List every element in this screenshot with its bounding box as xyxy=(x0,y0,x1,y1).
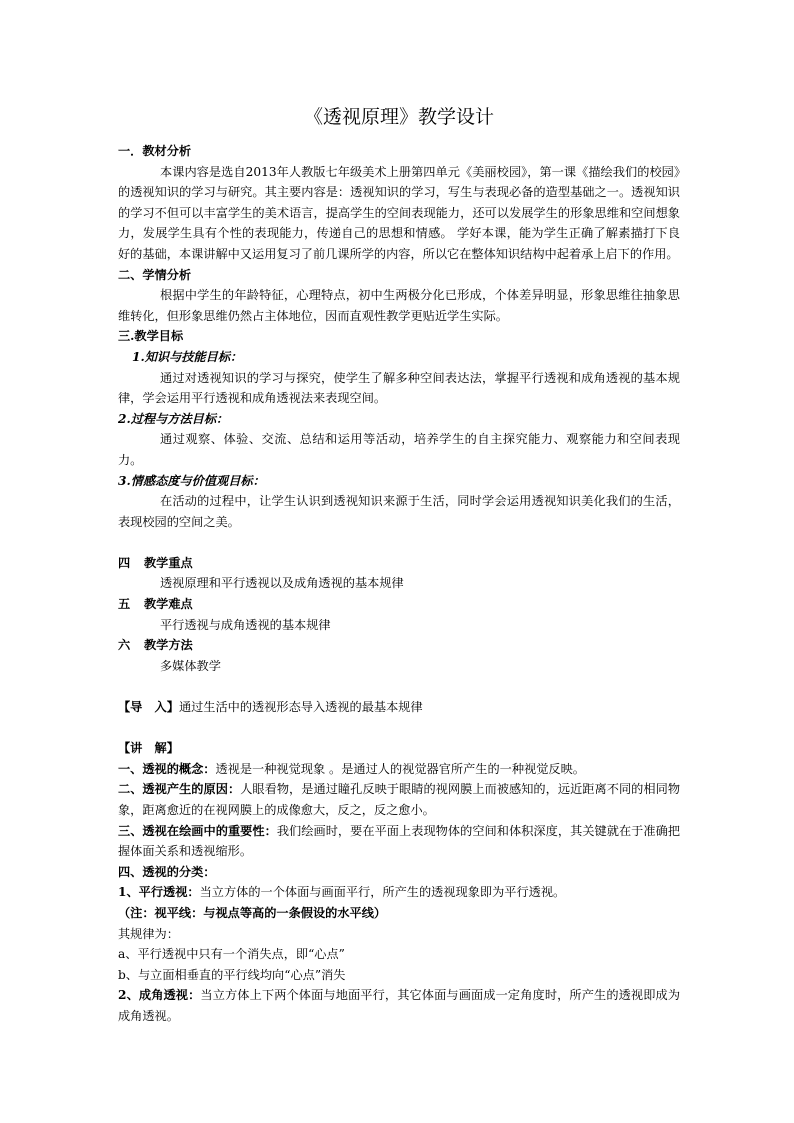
lecture-item-angular xyxy=(118,985,680,1026)
lecture-text: 当立方体的一个体面与画面平行，所产生的透视现象即为平行透视。 xyxy=(199,885,566,900)
section-heading-student-analysis: 二、学情分析 xyxy=(118,267,192,282)
intro-line xyxy=(118,697,680,718)
lecture-item-classification: 四、透视的分类： xyxy=(118,864,216,879)
section-number: 五 xyxy=(118,597,131,612)
lecture-text: 透视是一种视觉现象 。是通过人的视觉器官所产生的一种视觉反映。 xyxy=(215,761,585,776)
document-title: 《透视原理》教学设计 xyxy=(303,106,494,128)
lecture-item-importance xyxy=(118,821,680,862)
lecture-lead: 三、透视在绘画中的重要性： xyxy=(118,823,277,838)
section-number: 六 xyxy=(118,638,131,653)
lecture-rules-label: 其规律为： xyxy=(118,926,179,941)
section-heading-text: 教学难点 xyxy=(144,597,193,612)
lecture-item-concept xyxy=(118,759,680,780)
section-heading-methods xyxy=(118,635,680,656)
lecture-text: 人眼看物，是通过瞳孔反映于眼睛的视网膜上而被感知的，远近距离不同的相同物象，距离愈近的在视网膜上的成像愈大，反之，反之愈小。 xyxy=(118,782,681,817)
lecture-lead: 1、平行透视： xyxy=(118,885,200,900)
section-heading-key-points xyxy=(118,553,680,574)
goal-2-text: 通过观察、体验、交流、总结和运用等活动，培养学生的自主探究能力、观察能力和空间表现力。 xyxy=(118,432,680,467)
lecture-lead: 二、透视产生的原因： xyxy=(118,782,241,797)
lecture-rule-a: a、平行透视中只有一个消失点，即“心点” xyxy=(118,947,345,962)
section-heading-textbook-analysis: 一．教材分析 xyxy=(118,144,192,158)
lecture-note-horizon: （注：视平线：与视点等高的一条假设的水平线） xyxy=(118,905,387,920)
goal-3-title: 3.情感态度与价值观目标： xyxy=(118,473,265,488)
lecture-rule-b: b、与立面相垂直的平行线均向“心点”消失 xyxy=(118,967,346,982)
paragraph-textbook-analysis: 本课内容是选自2013年人教版七年级美术上册第四单元《美丽校园》，第一课《描绘我们的校园》的透视知识的学习与研究。其主要内容是：透视知识的学习，写生与表现必备的造型基础之一。透视知识的学习不但可以丰富学生的美术语言，提高学生的空间表现能力，还可以发展学生的形象思维和空间想象力，发展学生具有个性的表现能力，传递自己的思想和情感。 学好本课，能为学生正确了解素描打下良好的基础，本课讲解中又运用复习了前几课所学的内容，所以它在整体知识结构中起着承上启下的作用。 xyxy=(118,164,680,261)
document-body xyxy=(118,141,680,1027)
section-heading-difficulties xyxy=(118,594,680,615)
lecture-lead: 一、透视的概念： xyxy=(118,761,216,776)
lecture-item-cause xyxy=(118,779,680,820)
lecture-label: 【讲 解】 xyxy=(118,741,179,756)
key-points-text: 透视原理和平行透视以及成角透视的基本规律 xyxy=(160,576,404,591)
section-heading-teaching-goals: 三.教学目标 xyxy=(118,329,184,344)
goal-3-text: 在活动的过程中，让学生认识到透视知识来源于生活，同时学会运用透视知识美化我们的生活，表现校园的空间之美。 xyxy=(118,494,680,529)
difficulties-text: 平行透视与成角透视的基本规律 xyxy=(160,617,331,632)
lecture-text: 当立方体上下两个体面与地面平行，其它体面与画面成一定角度时，所产生的透视即成为成角透视。 xyxy=(118,988,681,1023)
paragraph-student-analysis: 根据中学生的年龄特征，心理特点，初中生两极分化已形成，个体差异明显，形象思维往抽象思维转化，但形象思维仍然占主体地位，因而直观性教学更贴近学生实际。 xyxy=(118,288,680,323)
goal-2-title: 2.过程与方法目标： xyxy=(118,411,229,426)
section-number: 四 xyxy=(118,555,131,570)
lecture-lead: 2、成角透视： xyxy=(118,988,201,1003)
intro-label: 【导 入】 xyxy=(118,700,179,715)
section-heading-text: 教学重点 xyxy=(144,555,193,570)
section-heading-text: 教学方法 xyxy=(144,638,193,653)
goal-1-title: 1.知识与技能目标： xyxy=(132,349,243,364)
lecture-item-parallel xyxy=(118,882,680,903)
goal-1-text: 通过对透视知识的学习与探究，使学生了解多种空间表达法，掌握平行透视和成角透视的基本规律，学会运用平行透视和成角透视法来表现空间。 xyxy=(118,370,680,406)
intro-text: 通过生活中的透视形态导入透视的最基本规律 xyxy=(178,700,423,715)
lecture-text: 我们绘画时，要在平面上表现物体的空间和体积深度，其关键就在于准确把握体面关系和透视缩形。 xyxy=(118,823,681,859)
methods-text: 多媒体教学 xyxy=(160,658,221,673)
